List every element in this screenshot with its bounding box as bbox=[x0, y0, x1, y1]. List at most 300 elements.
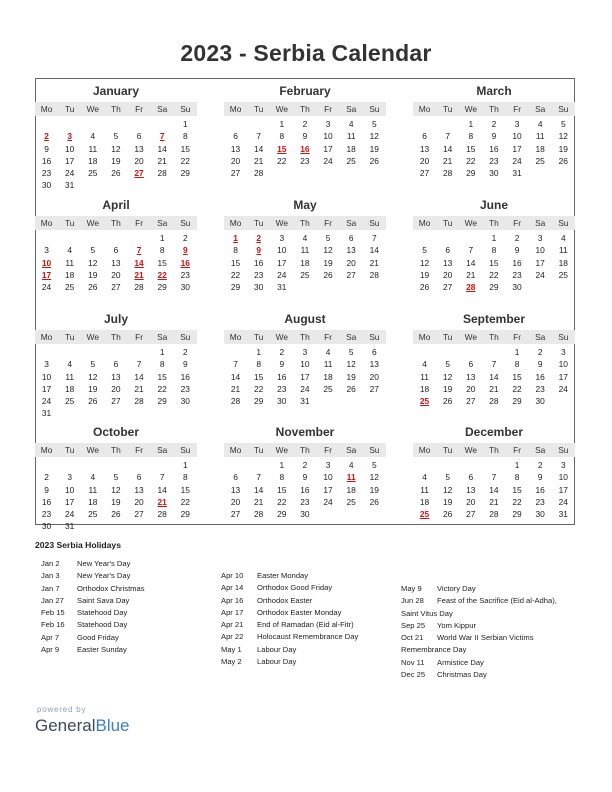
day-cell[interactable]: 14 bbox=[230, 371, 241, 382]
day-cell[interactable]: 28 bbox=[134, 396, 144, 407]
day-cell[interactable]: 18 bbox=[558, 257, 568, 268]
day-cell[interactable]: 29 bbox=[277, 509, 287, 520]
day-cell[interactable]: 8 bbox=[279, 131, 285, 142]
day-cell[interactable]: 26 bbox=[88, 282, 98, 293]
day-cell[interactable]: 16 bbox=[180, 371, 190, 382]
day-cell[interactable]: 1 bbox=[514, 347, 520, 357]
day-cell[interactable]: 4 bbox=[67, 359, 73, 370]
day-cell[interactable]: 31 bbox=[41, 408, 52, 419]
day-cell[interactable]: 21 bbox=[489, 383, 499, 394]
day-cell[interactable]: 23 bbox=[277, 383, 287, 394]
day-cell[interactable]: 11 bbox=[346, 131, 356, 142]
day-cell[interactable]: 24 bbox=[323, 496, 333, 507]
day-cell[interactable]: 13 bbox=[230, 484, 241, 495]
day-cell[interactable]: 5 bbox=[90, 359, 96, 370]
day-cell[interactable]: 6 bbox=[468, 472, 474, 483]
day-cell[interactable]: 25 bbox=[558, 269, 568, 280]
day-cell[interactable]: 20 bbox=[111, 269, 121, 280]
day-cell[interactable]: 7 bbox=[371, 233, 377, 243]
day-cell[interactable]: 31 bbox=[300, 396, 310, 407]
holiday-day-cell[interactable]: 10 bbox=[41, 257, 52, 268]
day-cell[interactable]: 28 bbox=[230, 396, 241, 407]
day-cell[interactable]: 21 bbox=[466, 269, 476, 280]
day-cell[interactable]: 1 bbox=[279, 460, 285, 470]
day-cell[interactable]: 20 bbox=[369, 371, 379, 382]
day-cell[interactable]: 16 bbox=[535, 484, 545, 495]
day-cell[interactable]: 10 bbox=[323, 472, 333, 483]
day-cell[interactable]: 6 bbox=[348, 233, 354, 243]
day-cell[interactable]: 21 bbox=[230, 383, 241, 394]
day-cell[interactable]: 20 bbox=[466, 383, 476, 394]
day-cell[interactable]: 29 bbox=[230, 282, 241, 293]
day-cell[interactable]: 17 bbox=[277, 257, 287, 268]
day-cell[interactable]: 8 bbox=[182, 472, 188, 483]
day-cell[interactable]: 15 bbox=[277, 484, 287, 495]
day-cell[interactable]: 15 bbox=[489, 257, 499, 268]
day-cell[interactable]: 10 bbox=[535, 245, 545, 256]
day-cell[interactable]: 30 bbox=[41, 521, 52, 532]
day-cell[interactable]: 16 bbox=[254, 257, 264, 268]
day-cell[interactable]: 11 bbox=[65, 257, 75, 268]
day-cell[interactable]: 24 bbox=[65, 168, 75, 179]
holiday-day-cell[interactable]: 27 bbox=[134, 168, 144, 179]
day-cell[interactable]: 25 bbox=[65, 396, 75, 407]
day-cell[interactable]: 15 bbox=[180, 143, 190, 154]
day-cell[interactable]: 12 bbox=[88, 371, 98, 382]
day-cell[interactable]: 26 bbox=[88, 396, 98, 407]
day-cell[interactable]: 28 bbox=[157, 168, 167, 179]
day-cell[interactable]: 6 bbox=[233, 131, 238, 142]
day-cell[interactable]: 25 bbox=[346, 496, 356, 507]
day-cell[interactable]: 11 bbox=[88, 484, 98, 495]
day-cell[interactable]: 14 bbox=[254, 143, 264, 154]
day-cell[interactable]: 18 bbox=[88, 496, 98, 507]
day-cell[interactable]: 22 bbox=[180, 496, 190, 507]
day-cell[interactable]: 30 bbox=[180, 282, 190, 293]
day-cell[interactable]: 8 bbox=[159, 359, 165, 370]
day-cell[interactable]: 12 bbox=[323, 245, 333, 256]
day-cell[interactable]: 28 bbox=[369, 269, 379, 280]
day-cell[interactable]: 8 bbox=[233, 245, 238, 256]
day-cell[interactable]: 29 bbox=[489, 282, 499, 293]
day-cell[interactable]: 13 bbox=[111, 371, 121, 382]
day-cell[interactable]: 8 bbox=[514, 359, 520, 370]
day-cell[interactable]: 27 bbox=[419, 168, 430, 179]
day-cell[interactable]: 3 bbox=[44, 359, 49, 370]
day-cell[interactable]: 26 bbox=[111, 509, 121, 520]
day-cell[interactable]: 31 bbox=[558, 509, 568, 520]
day-cell[interactable]: 22 bbox=[277, 496, 287, 507]
day-cell[interactable]: 19 bbox=[369, 143, 379, 154]
day-cell[interactable]: 4 bbox=[302, 233, 308, 243]
day-cell[interactable]: 14 bbox=[489, 371, 499, 382]
day-cell[interactable]: 29 bbox=[254, 396, 264, 407]
day-cell[interactable]: 18 bbox=[65, 383, 75, 394]
day-cell[interactable]: 27 bbox=[466, 396, 476, 407]
day-cell[interactable]: 30 bbox=[300, 509, 310, 520]
brand-logo[interactable] bbox=[35, 716, 130, 736]
day-cell[interactable]: 14 bbox=[157, 143, 167, 154]
day-cell[interactable]: 2 bbox=[302, 460, 308, 470]
day-cell[interactable]: 26 bbox=[443, 509, 453, 520]
day-cell[interactable]: 9 bbox=[302, 472, 308, 483]
day-cell[interactable]: 23 bbox=[180, 383, 190, 394]
day-cell[interactable]: 1 bbox=[182, 460, 188, 470]
holiday-day-cell[interactable]: 28 bbox=[466, 282, 476, 293]
day-cell[interactable]: 23 bbox=[180, 269, 190, 280]
day-cell[interactable]: 10 bbox=[65, 143, 75, 154]
day-cell[interactable]: 27 bbox=[443, 282, 453, 293]
day-cell[interactable]: 7 bbox=[256, 472, 262, 483]
holiday-day-cell[interactable]: 25 bbox=[419, 509, 430, 520]
day-cell[interactable]: 10 bbox=[300, 359, 310, 370]
day-cell[interactable]: 26 bbox=[369, 496, 379, 507]
day-cell[interactable]: 17 bbox=[65, 496, 75, 507]
day-cell[interactable]: 2 bbox=[537, 347, 543, 357]
day-cell[interactable]: 12 bbox=[111, 484, 121, 495]
day-cell[interactable]: 24 bbox=[535, 269, 545, 280]
day-cell[interactable]: 17 bbox=[41, 383, 52, 394]
day-cell[interactable]: 26 bbox=[558, 155, 568, 166]
day-cell[interactable]: 27 bbox=[369, 383, 379, 394]
day-cell[interactable]: 20 bbox=[419, 155, 430, 166]
day-cell[interactable]: 7 bbox=[136, 359, 142, 370]
day-cell[interactable]: 27 bbox=[466, 509, 476, 520]
day-cell[interactable]: 31 bbox=[512, 168, 522, 179]
day-cell[interactable]: 16 bbox=[489, 143, 499, 154]
day-cell[interactable]: 26 bbox=[323, 269, 333, 280]
day-cell[interactable]: 10 bbox=[558, 472, 568, 483]
day-cell[interactable]: 24 bbox=[41, 396, 52, 407]
holiday-day-cell[interactable]: 11 bbox=[346, 472, 356, 483]
day-cell[interactable]: 17 bbox=[558, 484, 568, 495]
day-cell[interactable]: 16 bbox=[41, 496, 52, 507]
day-cell[interactable]: 24 bbox=[558, 496, 568, 507]
day-cell[interactable]: 15 bbox=[466, 143, 476, 154]
day-cell[interactable]: 24 bbox=[558, 383, 568, 394]
day-cell[interactable]: 20 bbox=[134, 496, 144, 507]
day-cell[interactable]: 13 bbox=[134, 484, 144, 495]
day-cell[interactable]: 19 bbox=[443, 383, 453, 394]
day-cell[interactable]: 18 bbox=[65, 269, 75, 280]
day-cell[interactable]: 22 bbox=[157, 383, 167, 394]
day-cell[interactable]: 11 bbox=[65, 371, 75, 382]
day-cell[interactable]: 3 bbox=[302, 347, 308, 357]
day-cell[interactable]: 10 bbox=[41, 371, 52, 382]
day-cell[interactable]: 9 bbox=[279, 359, 285, 370]
holiday-day-cell[interactable]: 15 bbox=[277, 143, 287, 154]
day-cell[interactable]: 9 bbox=[491, 131, 497, 142]
day-cell[interactable]: 25 bbox=[346, 155, 356, 166]
day-cell[interactable]: 2 bbox=[182, 233, 188, 243]
holiday-day-cell[interactable]: 16 bbox=[180, 257, 190, 268]
day-cell[interactable]: 29 bbox=[512, 396, 522, 407]
day-cell[interactable]: 19 bbox=[88, 383, 98, 394]
day-cell[interactable]: 21 bbox=[254, 155, 264, 166]
day-cell[interactable]: 18 bbox=[419, 383, 430, 394]
day-cell[interactable]: 6 bbox=[422, 131, 427, 142]
day-cell[interactable]: 15 bbox=[180, 484, 190, 495]
day-cell[interactable]: 6 bbox=[233, 472, 238, 483]
day-cell[interactable]: 25 bbox=[88, 509, 98, 520]
day-cell[interactable]: 13 bbox=[466, 371, 476, 382]
day-cell[interactable]: 13 bbox=[230, 143, 241, 154]
day-cell[interactable]: 1 bbox=[182, 119, 188, 129]
day-cell[interactable]: 12 bbox=[443, 484, 453, 495]
day-cell[interactable]: 26 bbox=[419, 282, 430, 293]
day-cell[interactable]: 21 bbox=[134, 383, 144, 394]
day-cell[interactable]: 9 bbox=[302, 131, 308, 142]
day-cell[interactable]: 1 bbox=[159, 233, 165, 243]
day-cell[interactable]: 30 bbox=[535, 396, 545, 407]
day-cell[interactable]: 22 bbox=[254, 383, 264, 394]
day-cell[interactable]: 18 bbox=[300, 257, 310, 268]
day-cell[interactable]: 27 bbox=[346, 269, 356, 280]
day-cell[interactable]: 28 bbox=[443, 168, 453, 179]
day-cell[interactable]: 23 bbox=[535, 496, 545, 507]
day-cell[interactable]: 24 bbox=[300, 383, 310, 394]
day-cell[interactable]: 16 bbox=[535, 371, 545, 382]
day-cell[interactable]: 24 bbox=[323, 155, 333, 166]
day-cell[interactable]: 8 bbox=[468, 131, 474, 142]
day-cell[interactable]: 16 bbox=[300, 484, 310, 495]
day-cell[interactable]: 11 bbox=[323, 359, 333, 370]
day-cell[interactable]: 31 bbox=[65, 180, 75, 191]
day-cell[interactable]: 13 bbox=[466, 484, 476, 495]
holiday-day-cell[interactable]: 22 bbox=[157, 269, 167, 280]
day-cell[interactable]: 4 bbox=[90, 131, 96, 142]
day-cell[interactable]: 15 bbox=[157, 371, 167, 382]
day-cell[interactable]: 13 bbox=[134, 143, 144, 154]
day-cell[interactable]: 18 bbox=[88, 155, 98, 166]
day-cell[interactable]: 6 bbox=[113, 245, 119, 256]
day-cell[interactable]: 17 bbox=[535, 257, 545, 268]
day-cell[interactable]: 30 bbox=[180, 396, 190, 407]
day-cell[interactable]: 18 bbox=[419, 496, 430, 507]
day-cell[interactable]: 21 bbox=[443, 155, 453, 166]
day-cell[interactable]: 20 bbox=[443, 269, 453, 280]
day-cell[interactable]: 3 bbox=[279, 233, 285, 243]
day-cell[interactable]: 29 bbox=[157, 282, 167, 293]
day-cell[interactable]: 6 bbox=[468, 359, 474, 370]
day-cell[interactable]: 12 bbox=[369, 472, 379, 483]
day-cell[interactable]: 16 bbox=[41, 155, 52, 166]
day-cell[interactable]: 20 bbox=[346, 257, 356, 268]
day-cell[interactable]: 18 bbox=[323, 371, 333, 382]
day-cell[interactable]: 28 bbox=[489, 396, 499, 407]
day-cell[interactable]: 14 bbox=[369, 245, 379, 256]
day-cell[interactable]: 23 bbox=[41, 509, 52, 520]
day-cell[interactable]: 7 bbox=[159, 472, 165, 483]
holiday-day-cell[interactable]: 21 bbox=[134, 269, 144, 280]
day-cell[interactable]: 25 bbox=[300, 269, 310, 280]
day-cell[interactable]: 29 bbox=[180, 168, 190, 179]
day-cell[interactable]: 20 bbox=[111, 383, 121, 394]
day-cell[interactable]: 3 bbox=[514, 119, 520, 129]
day-cell[interactable]: 5 bbox=[113, 472, 119, 483]
day-cell[interactable]: 7 bbox=[468, 245, 474, 256]
day-cell[interactable]: 19 bbox=[88, 269, 98, 280]
holiday-day-cell[interactable]: 9 bbox=[182, 245, 188, 256]
day-cell[interactable]: 21 bbox=[489, 496, 499, 507]
holiday-day-cell[interactable]: 21 bbox=[157, 496, 167, 507]
day-cell[interactable]: 30 bbox=[254, 282, 264, 293]
day-cell[interactable]: 11 bbox=[300, 245, 310, 256]
day-cell[interactable]: 1 bbox=[279, 119, 285, 129]
day-cell[interactable]: 4 bbox=[422, 472, 427, 483]
day-cell[interactable]: 20 bbox=[134, 155, 144, 166]
holiday-day-cell[interactable]: 7 bbox=[159, 131, 165, 142]
day-cell[interactable]: 22 bbox=[180, 155, 190, 166]
day-cell[interactable]: 15 bbox=[512, 484, 522, 495]
day-cell[interactable]: 30 bbox=[489, 168, 499, 179]
day-cell[interactable]: 20 bbox=[230, 496, 241, 507]
day-cell[interactable]: 19 bbox=[369, 484, 379, 495]
day-cell[interactable]: 19 bbox=[111, 155, 121, 166]
day-cell[interactable]: 23 bbox=[300, 155, 310, 166]
day-cell[interactable]: 8 bbox=[491, 245, 497, 256]
day-cell[interactable]: 20 bbox=[466, 496, 476, 507]
day-cell[interactable]: 19 bbox=[346, 371, 356, 382]
day-cell[interactable]: 17 bbox=[323, 143, 333, 154]
day-cell[interactable]: 9 bbox=[182, 359, 188, 370]
day-cell[interactable]: 1 bbox=[256, 347, 262, 357]
day-cell[interactable]: 2 bbox=[44, 472, 49, 483]
day-cell[interactable]: 28 bbox=[134, 282, 144, 293]
day-cell[interactable]: 27 bbox=[111, 396, 121, 407]
day-cell[interactable]: 12 bbox=[369, 131, 379, 142]
day-cell[interactable]: 8 bbox=[182, 131, 188, 142]
day-cell[interactable]: 5 bbox=[422, 245, 427, 256]
day-cell[interactable]: 28 bbox=[254, 168, 264, 179]
day-cell[interactable]: 8 bbox=[159, 245, 165, 256]
holiday-day-cell[interactable]: 14 bbox=[134, 257, 144, 268]
day-cell[interactable]: 9 bbox=[44, 484, 49, 495]
day-cell[interactable]: 22 bbox=[512, 496, 522, 507]
day-cell[interactable]: 23 bbox=[512, 269, 522, 280]
day-cell[interactable]: 24 bbox=[512, 155, 522, 166]
day-cell[interactable]: 2 bbox=[537, 460, 543, 470]
day-cell[interactable]: 3 bbox=[560, 347, 566, 357]
day-cell[interactable]: 26 bbox=[111, 168, 121, 179]
day-cell[interactable]: 17 bbox=[558, 371, 568, 382]
day-cell[interactable]: 11 bbox=[420, 371, 429, 382]
day-cell[interactable]: 31 bbox=[65, 521, 75, 532]
day-cell[interactable]: 23 bbox=[41, 168, 52, 179]
day-cell[interactable]: 12 bbox=[111, 143, 121, 154]
day-cell[interactable]: 4 bbox=[67, 245, 73, 256]
day-cell[interactable]: 25 bbox=[535, 155, 545, 166]
day-cell[interactable]: 25 bbox=[65, 282, 75, 293]
day-cell[interactable]: 19 bbox=[323, 257, 333, 268]
day-cell[interactable]: 7 bbox=[256, 131, 262, 142]
day-cell[interactable]: 15 bbox=[512, 371, 522, 382]
day-cell[interactable]: 17 bbox=[65, 155, 75, 166]
holiday-day-cell[interactable]: 2 bbox=[44, 131, 49, 142]
day-cell[interactable]: 29 bbox=[157, 396, 167, 407]
day-cell[interactable]: 1 bbox=[468, 119, 474, 129]
holiday-day-cell[interactable]: 7 bbox=[136, 245, 142, 256]
day-cell[interactable]: 3 bbox=[325, 460, 331, 470]
day-cell[interactable]: 24 bbox=[65, 509, 75, 520]
day-cell[interactable]: 5 bbox=[348, 347, 354, 357]
day-cell[interactable]: 5 bbox=[325, 233, 331, 243]
day-cell[interactable]: 19 bbox=[443, 496, 453, 507]
day-cell[interactable]: 17 bbox=[512, 143, 522, 154]
day-cell[interactable]: 9 bbox=[514, 245, 520, 256]
day-cell[interactable]: 6 bbox=[371, 347, 377, 357]
day-cell[interactable]: 31 bbox=[277, 282, 287, 293]
day-cell[interactable]: 20 bbox=[230, 155, 241, 166]
day-cell[interactable]: 26 bbox=[443, 396, 453, 407]
day-cell[interactable]: 22 bbox=[230, 269, 241, 280]
day-cell[interactable]: 19 bbox=[558, 143, 568, 154]
day-cell[interactable]: 28 bbox=[254, 509, 264, 520]
day-cell[interactable]: 6 bbox=[136, 131, 142, 142]
day-cell[interactable]: 18 bbox=[346, 143, 356, 154]
day-cell[interactable]: 7 bbox=[233, 359, 238, 370]
day-cell[interactable]: 3 bbox=[560, 460, 566, 470]
day-cell[interactable]: 23 bbox=[254, 269, 264, 280]
day-cell[interactable]: 25 bbox=[323, 383, 333, 394]
day-cell[interactable]: 18 bbox=[346, 484, 356, 495]
day-cell[interactable]: 30 bbox=[512, 282, 522, 293]
day-cell[interactable]: 28 bbox=[489, 509, 499, 520]
day-cell[interactable]: 12 bbox=[346, 359, 356, 370]
day-cell[interactable]: 13 bbox=[369, 359, 379, 370]
day-cell[interactable]: 3 bbox=[325, 119, 331, 129]
holiday-day-cell[interactable]: 1 bbox=[233, 233, 238, 243]
day-cell[interactable]: 29 bbox=[512, 509, 522, 520]
day-cell[interactable]: 14 bbox=[157, 484, 167, 495]
holiday-day-cell[interactable]: 9 bbox=[256, 245, 262, 256]
day-cell[interactable]: 10 bbox=[277, 245, 287, 256]
day-cell[interactable]: 12 bbox=[419, 257, 430, 268]
day-cell[interactable]: 22 bbox=[466, 155, 476, 166]
day-cell[interactable]: 30 bbox=[277, 396, 287, 407]
day-cell[interactable]: 2 bbox=[279, 347, 285, 357]
day-cell[interactable]: 23 bbox=[300, 496, 310, 507]
day-cell[interactable]: 21 bbox=[369, 257, 379, 268]
day-cell[interactable]: 11 bbox=[558, 245, 568, 256]
day-cell[interactable]: 12 bbox=[558, 131, 568, 142]
day-cell[interactable]: 27 bbox=[134, 509, 144, 520]
day-cell[interactable]: 2 bbox=[491, 119, 497, 129]
day-cell[interactable]: 22 bbox=[512, 383, 522, 394]
day-cell[interactable]: 21 bbox=[254, 496, 264, 507]
day-cell[interactable]: 29 bbox=[466, 168, 476, 179]
day-cell[interactable]: 22 bbox=[277, 155, 287, 166]
holiday-day-cell[interactable]: 3 bbox=[67, 131, 73, 142]
day-cell[interactable]: 25 bbox=[88, 168, 98, 179]
day-cell[interactable]: 4 bbox=[325, 347, 331, 357]
day-cell[interactable]: 5 bbox=[445, 359, 451, 370]
day-cell[interactable]: 18 bbox=[535, 143, 545, 154]
day-cell[interactable]: 27 bbox=[230, 509, 241, 520]
day-cell[interactable]: 3 bbox=[537, 233, 543, 243]
holiday-day-cell[interactable]: 2 bbox=[256, 233, 262, 243]
day-cell[interactable]: 16 bbox=[512, 257, 522, 268]
day-cell[interactable]: 26 bbox=[369, 155, 379, 166]
day-cell[interactable]: 15 bbox=[230, 257, 241, 268]
day-cell[interactable]: 2 bbox=[182, 347, 188, 357]
day-cell[interactable]: 4 bbox=[90, 472, 96, 483]
day-cell[interactable]: 17 bbox=[323, 484, 333, 495]
day-cell[interactable]: 4 bbox=[560, 233, 566, 243]
day-cell[interactable]: 10 bbox=[323, 131, 333, 142]
day-cell[interactable]: 5 bbox=[445, 472, 451, 483]
day-cell[interactable]: 7 bbox=[491, 359, 497, 370]
